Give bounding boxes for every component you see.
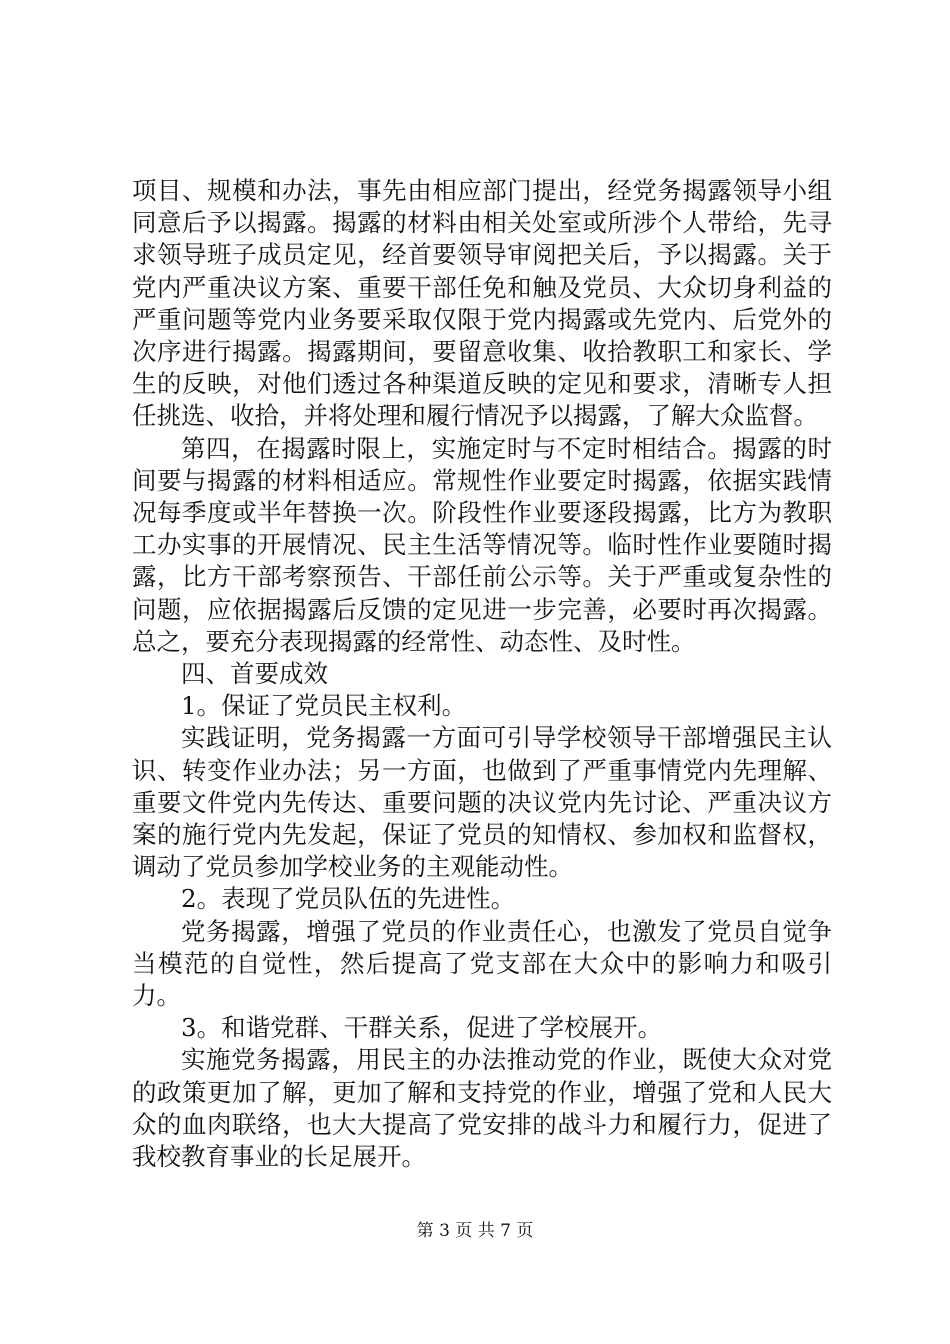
subheading-3: 3。和谐党群、干群关系，促进了学校展开。 [181,1013,663,1043]
subheading-1: 1。保证了党员民主权利。 [181,691,467,721]
paragraph-4: 党务揭露，增强了党员的作业责任心，也激发了党员自觉争当模范的自觉性，然后提高了党支部在大众中的影响力和吸引力。 [132,916,832,1011]
subheading-2: 2。表现了党员队伍的先进性。 [181,884,516,914]
paragraph-5: 实施党务揭露，用民主的办法推动党的作业，既使大众对党的政策更加了解，更加了解和支持党的作业，增强了党和人民大众的血肉联络，也大大提高了党安排的战斗力和履行力，促进了我校教育事业的长足展开。 [132,1045,832,1172]
paragraph-1: 项目、规模和办法，事先由相应部门提出，经党务揭露领导小组同意后予以揭露。揭露的材料由相关处室或所涉个人带给，先寻求领导班子成员定见，经首要领导审阅把关后，予以揭露。关于党内严重决议方案、重要干部任免和触及党员、大众切身利益的严重问题等党内业务要采取仅限于党内揭露或先党内、后党外的次序进行揭露。揭露期间，要留意收集、收拾教职工和家长、学生的反映，对他们透过各种渠道反映的定见和要求，清晰专人担任挑选、收拾，并将处理和履行情况予以揭露，了解大众监督。 [132,176,832,431]
document-body [132,175,832,1173]
page-number-footer: 第 3 页 共 7 页 [416,1221,534,1241]
paragraph-3: 实践证明，党务揭露一方面可引导学校领导干部增强民主认识、转变作业办法；另一方面，也做到了严重事情党内先理解、重要文件党内先传达、重要问题的决议党内先讨论、严重决议方案的施行党内先发起，保证了党员的知情权、参加权和监督权，调动了党员参加学校业务的主观能动性。 [132,723,832,882]
section-heading: 四、首要成效 [181,659,328,689]
paragraph-2: 第四，在揭露时限上，实施定时与不定时相结合。揭露的时间要与揭露的材料相适应。常规性作业要定时揭露，依据实践情况每季度或半年替换一次。阶段性作业要逐段揭露，比方为教职工办实事的开展情况、民主生活等情况等。临时性作业要随时揭露，比方干部考察预告、干部任前公示等。关于严重或复杂性的问题，应依据揭露后反馈的定见进一步完善，必要时再次揭露。总之，要充分表现揭露的经常性、动态性、及时性。 [132,433,832,656]
